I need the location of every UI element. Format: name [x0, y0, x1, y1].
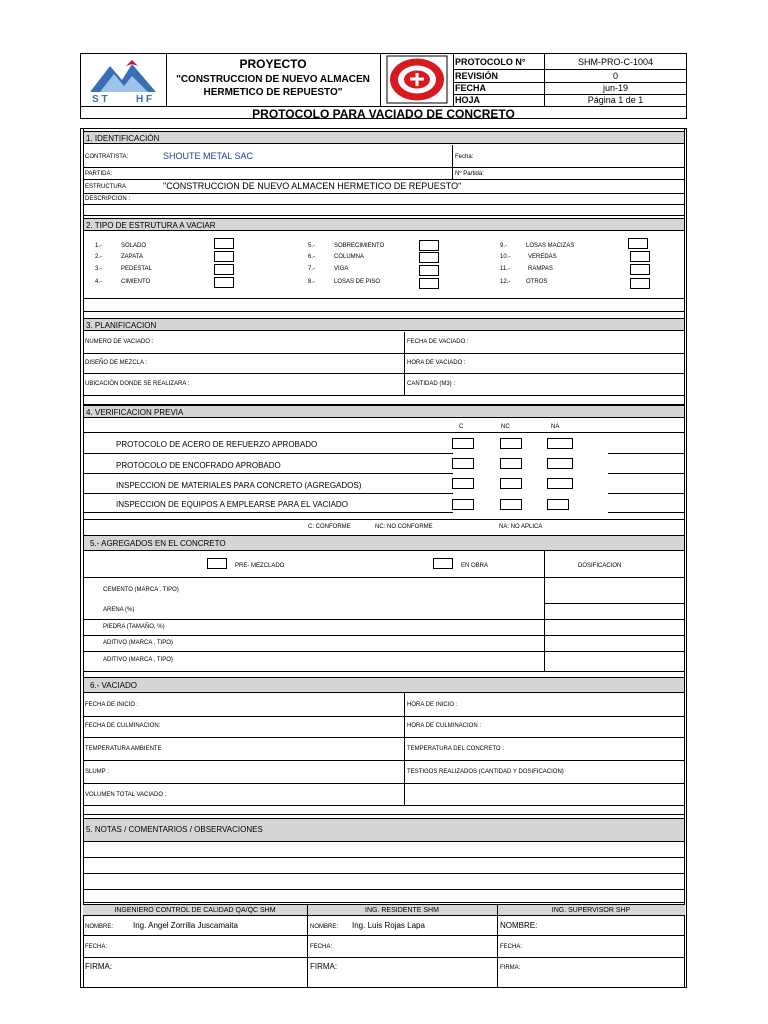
checkbox-encofrado-na[interactable]: [547, 458, 573, 469]
checkbox-rampas[interactable]: [630, 264, 650, 275]
tipo-cimiento: CIMIENTO: [121, 279, 151, 285]
temperatura-concreto-label: TEMPERATURA DEL CONCRETO :: [407, 746, 504, 752]
checkbox-cimiento[interactable]: [214, 277, 234, 288]
firma-residente-firma-label: FIRMA:: [310, 962, 338, 971]
checkbox-viga[interactable]: [419, 265, 439, 276]
npartida-label: Nº Partida:: [455, 171, 484, 177]
tipo-zapata: ZAPATA: [121, 254, 144, 260]
volumen-total-label: VOLUMEN TOTAL VACIADO :: [85, 792, 167, 798]
checkbox-materiales-nc[interactable]: [500, 478, 522, 489]
verif-equipos: INSPECCION DE EQUIPOS A EMPLEARSE PARA EL VACIADO: [116, 500, 348, 509]
checkbox-materiales-c[interactable]: [452, 478, 474, 489]
cantidad-label: CANTIDAD (M3) :: [407, 381, 455, 387]
svg-text:H F: H F: [136, 94, 153, 104]
firma-residente-nombre: Ing. Luis Rojas Lapa: [352, 921, 425, 930]
tipo-otros: OTROS: [526, 279, 548, 285]
fecha-culminacion-label: FECHA DE CULMINACION:: [85, 723, 161, 729]
col-nc: NC: [501, 424, 510, 430]
firma-qaqc-title: INGENIERO CONTROL DE CALIDAD QA/QC SHM: [114, 907, 276, 914]
tipo-solado: SOLADO: [121, 243, 147, 249]
client-logo: [386, 55, 448, 104]
contratista-label: CONTRATISTA:: [85, 154, 129, 160]
hora-culminacion-label: HORA DE CULMINACION :: [407, 723, 482, 729]
tipo-pedestal: PEDESTAL: [121, 266, 152, 272]
revision-value: 0: [612, 71, 618, 81]
fecha-label: FECHA: [455, 83, 486, 93]
section-identificacion: 1. IDENTIFICACIÓN: [83, 131, 685, 144]
proyecto-label: PROYECTO: [239, 57, 307, 71]
firma-qaqc-nombre: Ing. Angel Zorrilla Juscamaita: [133, 921, 238, 930]
revision-label: REVISIÓN: [455, 71, 499, 81]
company-logo: [84, 56, 162, 104]
checkbox-premezclado[interactable]: [207, 558, 227, 569]
checkbox-acero-nc[interactable]: [500, 438, 522, 449]
firma-supervisor-title: ING. SUPERVISOR SHP: [551, 907, 631, 914]
tipo-losas-macizas: LOSAS MACIZAS: [526, 243, 575, 249]
en-obra-label: EN OBRA: [461, 563, 489, 569]
tipo-rampas: RAMPAS: [528, 266, 553, 272]
firma-supervisor-firma-label: FIRMA:: [500, 965, 521, 971]
firma-residente-title: ING. RESIDENTE SHM: [365, 907, 439, 914]
estructura-label: ESTRUCTURA: [85, 184, 127, 190]
proyecto-name-line2: HERMETICO DE REPUESTO": [203, 87, 343, 98]
checkbox-materiales-na[interactable]: [547, 478, 573, 489]
numero-vaciado-label: NUMERO DE VACIADO :: [85, 339, 154, 345]
fecha-value: jun-19: [602, 83, 629, 93]
contratista-value: SHOUTE METAL SAC: [163, 151, 254, 161]
document-title: PROTOCOLO PARA VACIADO DE CONCRETO: [252, 107, 515, 121]
temperatura-ambiente-label: TEMPERATURA AMBIENTE: [85, 746, 162, 752]
checkbox-equipos-nc[interactable]: [500, 499, 522, 510]
ubicacion-label: UBICACIÓN DONDE SE REALIZARA :: [85, 381, 190, 387]
fecha-inicio-label: FECHA DE INICIO :: [85, 702, 139, 708]
legend-nc: NC: NO CONFORME: [375, 524, 433, 530]
form-frame: [80, 128, 687, 988]
checkbox-equipos-c[interactable]: [452, 499, 474, 510]
section-verificacion: 4. VERIFICACION PREVIA: [83, 405, 685, 418]
hora-vaciado-label: HORA DE VACIADO :: [407, 360, 466, 366]
protocolo-value: SHM-PRO-C-1004: [577, 57, 653, 67]
testigos-label: TESTIGOS REALIZADOS (CANTIDAD Y DOSIFICACION): [407, 769, 564, 775]
estructura-value: "CONSTRUCCION DE NUEVO ALMACEN HERMETICO DE REPUESTO": [163, 181, 462, 191]
checkbox-losas-piso[interactable]: [419, 278, 439, 289]
col-na: NA: [551, 424, 560, 430]
fecha-vaciado-label: FECHA DE VACIADO :: [407, 339, 469, 345]
slump-label: SLUMP :: [85, 769, 109, 775]
firma-qaqc-fecha-label: FECHA:: [85, 944, 108, 950]
checkbox-acero-na[interactable]: [547, 438, 573, 449]
agregado-aditivo-1: ADITIVO (MARCA , TIPO): [103, 640, 173, 646]
checkbox-equipos-na[interactable]: [547, 499, 569, 510]
checkbox-encofrado-c[interactable]: [452, 458, 474, 469]
fecha-id-label: Fecha:: [455, 154, 474, 160]
checkbox-solado[interactable]: [214, 238, 234, 249]
protocolo-label: PROTOCOLO N°: [455, 57, 526, 67]
section-agregados: 5.- AGREGADOS EN EL CONCRETO: [83, 535, 685, 551]
dosificacion-label: DOSIFICACION: [578, 563, 622, 569]
section-planificacion: 3. PLANIFICACION: [83, 318, 685, 331]
firma-qaqc-firma-label: FIRMA:: [85, 962, 113, 971]
tipo-sobrecimiento: SOBRECIMIENTO: [334, 243, 385, 249]
checkbox-sobrecimiento[interactable]: [419, 240, 439, 251]
col-c: C: [459, 424, 464, 430]
agregado-piedra: PIEDRA (TAMAÑO, %): [103, 624, 165, 630]
firma-residente-fecha-label: FECHA:: [310, 944, 333, 950]
firma-qaqc-nombre-label: NOMBRE:: [85, 924, 114, 930]
agregado-cemento: CEMENTO (MARCA . TIPO): [103, 587, 179, 593]
partida-label: PARTIDA:: [85, 171, 113, 177]
hora-inicio-label: HORA DE INICIO :: [407, 702, 458, 708]
tipo-veredas: VEREDAS: [528, 254, 557, 260]
verif-materiales: INSPECCION DE MATERIALES PARA CONCRETO (AGREGADOS): [116, 481, 362, 490]
diseno-mezcla-label: DISEÑO DE MEZCLA :: [85, 360, 148, 366]
agregado-aditivo-2: ADITIVO (MARCA , TIPO): [103, 657, 173, 663]
agregado-arena: ARENA (%): [103, 607, 135, 613]
descripcion-label: DESCRIPCION :: [85, 196, 131, 202]
tipo-losas-piso: LOSAS DE PISO: [334, 279, 381, 285]
tipo-viga: VIGA: [334, 266, 349, 272]
hoja-value: Página 1 de 1: [587, 95, 644, 105]
checkbox-zapata[interactable]: [214, 251, 234, 262]
section-vaciado: 6.- VACIADO: [83, 677, 685, 693]
svg-text:S T: S T: [92, 94, 108, 104]
firma-supervisor-nombre-label: NOMBRE:: [500, 921, 538, 930]
tipo-columna: COLUMNA: [334, 254, 365, 260]
section-notas: 5. NOTAS / COMENTARIOS / OBSERVACIONES: [83, 818, 685, 842]
checkbox-losas-macizas[interactable]: [628, 238, 648, 249]
checkbox-encofrado-nc[interactable]: [500, 458, 522, 469]
section-tipo-estructura: 2. TIPO DE ESTRUTURA A VACIAR: [83, 218, 685, 231]
checkbox-veredas[interactable]: [630, 251, 650, 262]
checkbox-en-obra[interactable]: [433, 558, 453, 569]
checkbox-acero-c[interactable]: [452, 438, 474, 449]
verif-acero: PROTOCOLO DE ACERO DE REFUERZO APROBADO: [116, 440, 318, 449]
proyecto-name-line1: "CONSTRUCCION DE NUEVO ALMACEN: [176, 74, 370, 85]
legend-c: C: CONFORME: [308, 524, 351, 530]
premezclado-label: PRE- MEZCLADO: [235, 563, 285, 569]
checkbox-columna[interactable]: [419, 252, 439, 263]
checkbox-otros[interactable]: [630, 278, 650, 289]
firma-supervisor-fecha-label: FECHA:: [500, 944, 523, 950]
verif-encofrado: PROTOCOLO DE ENCOFRADO APROBADO: [116, 461, 281, 470]
legend-na: NA: NO APLICA: [499, 524, 543, 530]
hoja-label: HOJA: [455, 95, 481, 105]
firma-residente-nombre-label: NOMBRE:: [310, 924, 339, 930]
checkbox-pedestal[interactable]: [214, 264, 234, 275]
